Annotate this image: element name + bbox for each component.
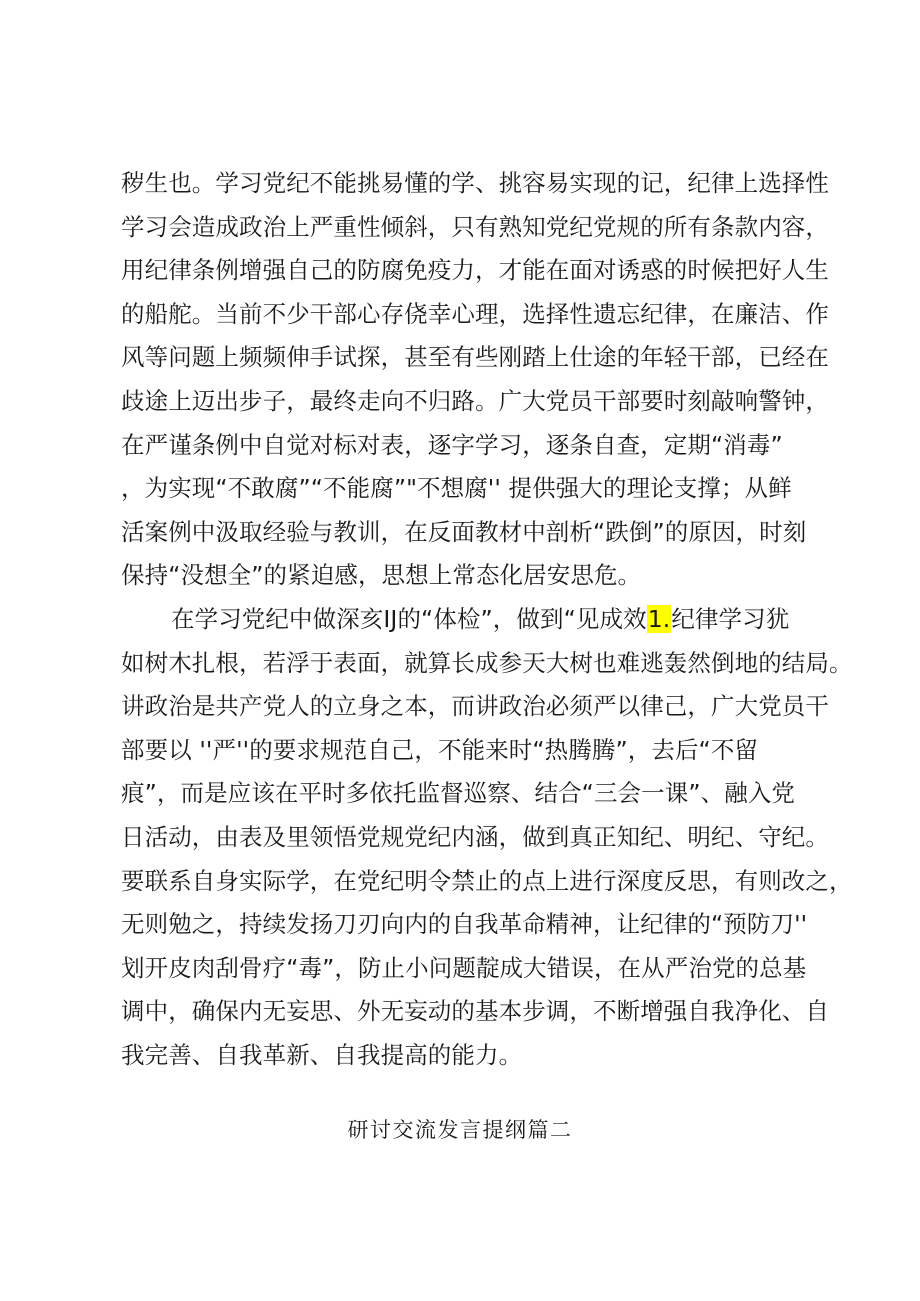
- text-line: 如树木扎根，若浮于表面，就算长成参天大树也难逃轰然倒地的结局。: [121, 648, 853, 677]
- text-line: 日活动，由表及里领悟党规党纪内涵，做到真正知纪、明纪、守纪。: [121, 822, 829, 851]
- paragraph-1: [121, 162, 829, 598]
- text-line: 部要以 ''严''的要求规范自己，不能来时“热腾腾”，去后“不留: [121, 735, 759, 764]
- text-line: 痕”，而是应该在平时多依托监督巡察、结合“三会一课”、融入党: [121, 779, 796, 808]
- text-line: 在严谨条例中自觉对标对表，逐字学习，逐条自查，定期“消毒”: [121, 430, 783, 459]
- text-line: 风等问题上频频伸手试探，甚至有些刚踏上仕途的年轻干部，已经在: [121, 343, 829, 372]
- text-line: 学习会造成政治上严重性倾斜，只有熟知党纪党规的所有条款内容，: [121, 212, 829, 241]
- document-body: [121, 162, 853, 1077]
- text-line: ，为实现“不敢腐”“不能腐”"不想腐'' 提供强大的理论支撑；从鲜: [121, 474, 792, 503]
- text-line: 调中，确保内无妄思、外无妄动的基本步调，不断增强自我净化、自: [121, 997, 829, 1026]
- text-line: 要联系自身实际学，在党纪明令禁止的点上进行深度反思，有则改之，: [121, 866, 853, 895]
- section-heading: 研讨交流发言提纲篇二: [347, 1118, 573, 1142]
- text-line: 保持“没想全”的紧迫感，思想上常态化居安思危。: [121, 561, 642, 590]
- text-segment: 在学习党纪中做深亥IJ的“体检”，做到“见成效: [171, 604, 647, 633]
- text-line: 用纪律条例增强自己的防腐免疫力，才能在面对诱惑的时候把好人生: [121, 256, 829, 285]
- highlighted-text: 1.: [647, 604, 671, 633]
- text-line: 划开皮肉刮骨疗“毒”，防止小问题靛成大错误，在从严治党的总基: [121, 953, 807, 982]
- text-line: 歧途上迈出步子，最终走向不归路。广大党员干部要时刻敲响警钟，: [121, 386, 829, 415]
- text-line: 讲政治是共产党人的立身之本，而讲政治必须严以律己，广大党员干: [121, 692, 829, 721]
- text-segment: 纪律学习犹: [671, 604, 790, 633]
- text-line: 我完善、自我革新、自我提高的能力。: [121, 1040, 523, 1069]
- text-line: 无则勉之，持续发扬刀刃向内的自我革命精神，让纪律的“预防刀'': [121, 910, 808, 939]
- text-line: 的船舵。当前不少干部心存侥幸心理，选择性遗忘纪律，在廉洁、作: [121, 299, 829, 328]
- paragraph-2: [121, 598, 853, 1078]
- text-line: 活案例中汲取经验与教训，在反面教材中剖析“跌倒”的原因，时刻: [121, 517, 807, 546]
- text-line: 秽生也。学习党纪不能挑易懂的学、挑容易实现的记，纪律上选择性: [121, 169, 829, 197]
- text-line-first: [121, 598, 811, 642]
